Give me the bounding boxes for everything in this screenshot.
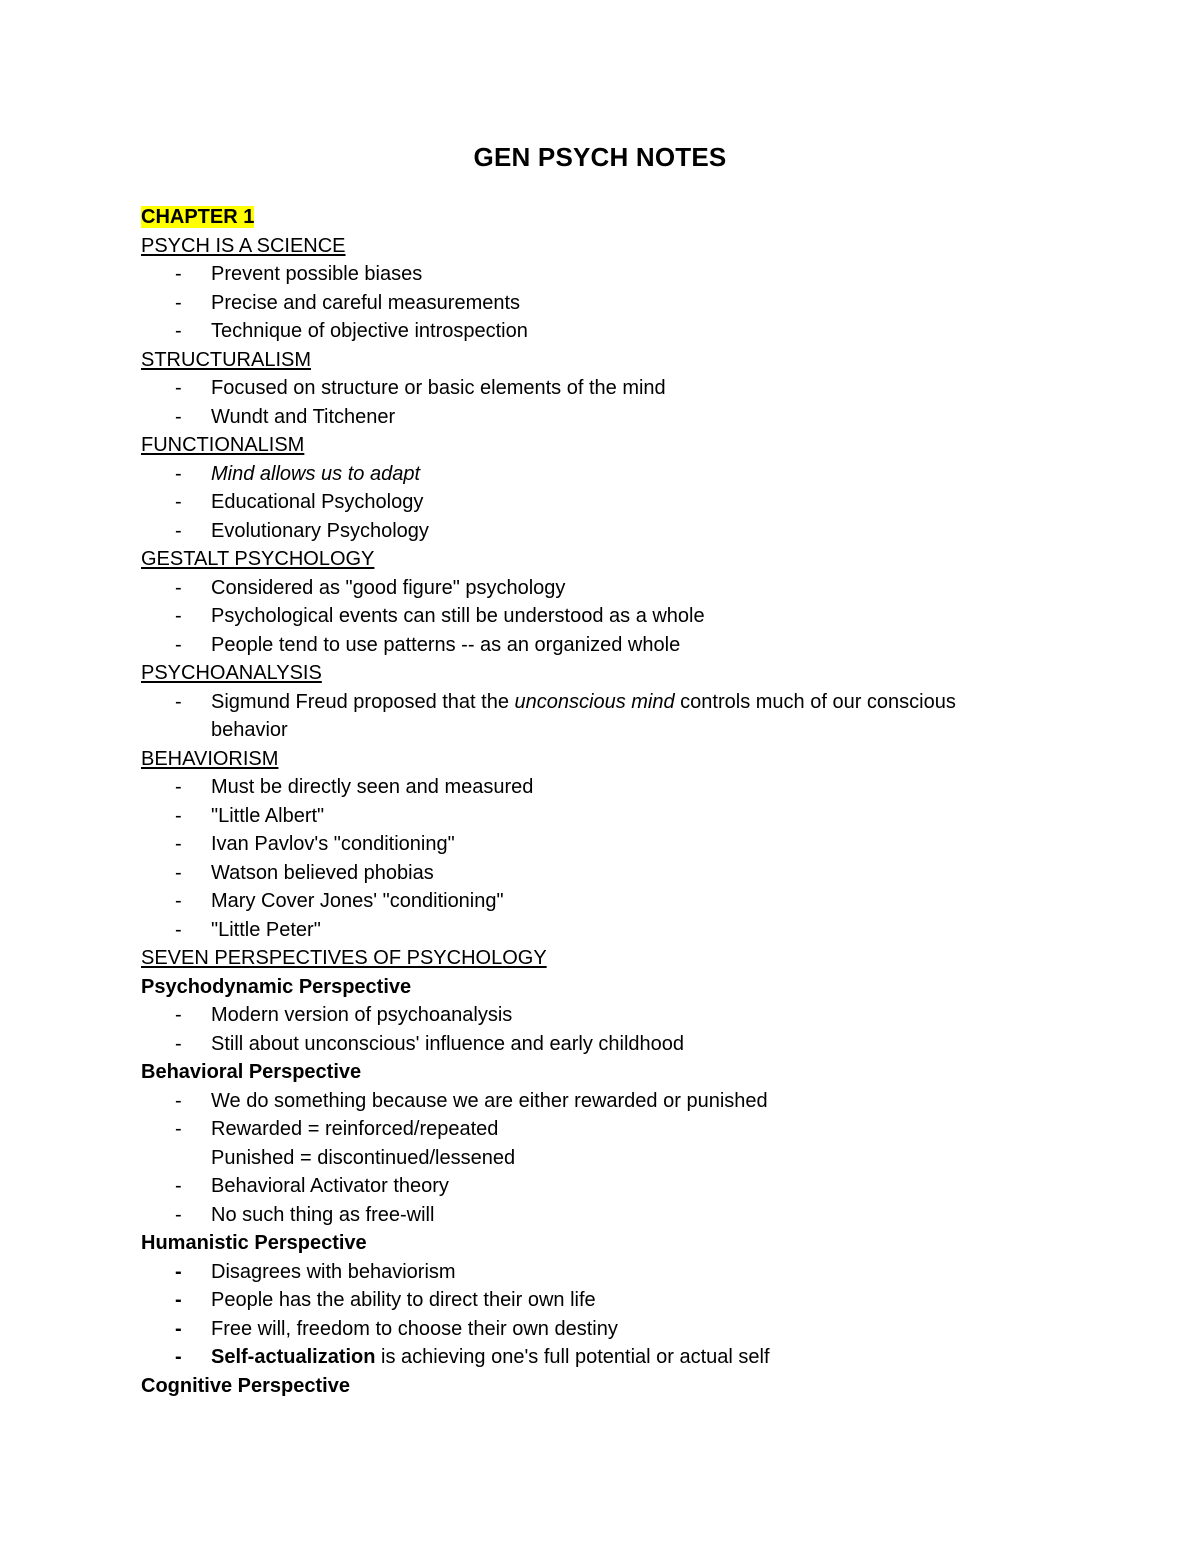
term-self-actualization: Self-actualization xyxy=(211,1346,376,1368)
subheading-behavioral: Behavioral Perspective xyxy=(141,1061,362,1083)
list-item: - Wundt and Titchener xyxy=(141,403,1041,432)
subheading-humanistic: Humanistic Perspective xyxy=(141,1232,367,1254)
section-heading-psychoanalysis: PSYCHOANALYSIS xyxy=(141,662,322,684)
subheading-cognitive: Cognitive Perspective xyxy=(141,1374,350,1397)
list-item: - We do something because we are either rewarded or punished xyxy=(141,1087,1041,1116)
section-heading-functionalism: FUNCTIONALISM xyxy=(141,434,305,456)
dash-bullet: - xyxy=(175,890,182,912)
section-heading-structuralism: STRUCTURALISM xyxy=(141,348,312,371)
dash-bullet: - xyxy=(175,519,182,542)
bullet-list-psych-science xyxy=(141,260,1041,346)
list-item-continuation: behavior xyxy=(211,719,288,741)
dash-bullet: - xyxy=(175,1317,182,1340)
bullet-list-psychodynamic xyxy=(141,1001,1041,1058)
dash-bullet: - xyxy=(175,377,182,399)
section-heading-psych-science: PSYCH IS A SCIENCE xyxy=(141,234,346,257)
list-item: - Behavioral Activator theory xyxy=(141,1172,1041,1201)
list-item: - Watson believed phobias xyxy=(141,859,1041,888)
dash-bullet: - xyxy=(175,633,182,656)
list-item: - "Little Peter" xyxy=(141,916,1041,945)
list-item: - Technique of objective introspection xyxy=(141,317,1041,346)
document-body xyxy=(141,203,1041,1400)
list-item: - Ivan Pavlov's "conditioning" xyxy=(141,830,1041,859)
dash-bullet: - xyxy=(175,405,182,428)
list-item: - Disagrees with behaviorism xyxy=(141,1258,1041,1287)
bullet-list-behavioral xyxy=(141,1087,1041,1144)
list-item: - Rewarded = reinforced/repeated xyxy=(141,1115,1041,1144)
dash-bullet: - xyxy=(175,605,182,627)
dash-bullet: - xyxy=(175,320,182,342)
dash-bullet: - xyxy=(175,491,182,513)
list-item: - Free will, freedom to choose their own destiny xyxy=(141,1315,1041,1344)
section-heading-behaviorism: BEHAVIORISM xyxy=(141,747,279,770)
bullet-list-behaviorism xyxy=(141,773,1041,944)
list-item: - Mary Cover Jones' "conditioning" xyxy=(141,887,1041,916)
list-item: - Prevent possible biases xyxy=(141,260,1041,289)
chapter-label-highlight: CHAPTER 1 xyxy=(141,206,255,228)
dash-bullet: - xyxy=(175,1004,182,1026)
document-title: GEN PSYCH NOTES xyxy=(473,142,727,172)
dash-bullet: - xyxy=(175,576,182,599)
dash-bullet: - xyxy=(175,1346,182,1368)
dash-bullet: - xyxy=(175,1032,182,1055)
list-item: - Still about unconscious' influence and early childhood xyxy=(141,1030,1041,1059)
bullet-list-structuralism xyxy=(141,374,1041,431)
dash-bullet: - xyxy=(175,804,182,827)
list-item: - Psychological events can still be understood as a whole xyxy=(141,602,1041,631)
bullet-list-gestalt xyxy=(141,574,1041,660)
dash-bullet: - xyxy=(175,1089,182,1112)
dash-bullet: - xyxy=(175,462,182,485)
list-item: - Must be directly seen and measured xyxy=(141,773,1041,802)
dash-bullet: - xyxy=(175,1260,182,1283)
bullet-list-functionalism xyxy=(141,460,1041,546)
dash-bullet: - xyxy=(175,1289,182,1311)
dash-bullet: - xyxy=(175,1175,182,1197)
list-item: - People has the ability to direct their own life xyxy=(141,1286,1041,1315)
list-item: - Sigmund Freud proposed that the unconscious mind controls much of our conscious xyxy=(141,688,1041,717)
list-item: - "Little Albert" xyxy=(141,802,1041,831)
list-item: - Educational Psychology xyxy=(141,488,1041,517)
subheading-psychodynamic: Psychodynamic Perspective xyxy=(141,975,412,998)
bullet-list-behavioral-continued xyxy=(141,1172,1041,1229)
list-item: - Modern version of psychoanalysis xyxy=(141,1001,1041,1030)
section-heading-gestalt: GESTALT PSYCHOLOGY xyxy=(141,548,375,570)
dash-bullet: - xyxy=(175,833,182,855)
chapter-heading xyxy=(141,203,1041,232)
list-item-continuation: Punished = discontinued/lessened xyxy=(211,1146,516,1169)
dash-bullet: - xyxy=(175,918,182,941)
list-item: - Considered as "good figure" psychology xyxy=(141,574,1041,603)
list-item: - Evolutionary Psychology xyxy=(141,517,1041,546)
list-item: - No such thing as free-will xyxy=(141,1201,1041,1230)
dash-bullet: - xyxy=(175,690,182,713)
bullet-list-psychoanalysis xyxy=(141,688,1041,717)
dash-bullet: - xyxy=(175,1118,182,1140)
list-item: - Mind allows us to adapt xyxy=(141,460,1041,489)
list-item: - People tend to use patterns -- as an organized whole xyxy=(141,631,1041,660)
dash-bullet: - xyxy=(175,291,182,314)
dash-bullet: - xyxy=(175,776,182,798)
list-item: - Precise and careful measurements xyxy=(141,289,1041,318)
bullet-list-humanistic xyxy=(141,1258,1041,1372)
list-item: - Self-actualization is achieving one's full potential or actual self xyxy=(141,1343,1041,1372)
dash-bullet: - xyxy=(175,861,182,884)
dash-bullet: - xyxy=(175,1203,182,1226)
section-heading-seven-perspectives: SEVEN PERSPECTIVES OF PSYCHOLOGY xyxy=(141,947,547,969)
list-item: - Focused on structure or basic elements of the mind xyxy=(141,374,1041,403)
dash-bullet: - xyxy=(175,263,182,285)
